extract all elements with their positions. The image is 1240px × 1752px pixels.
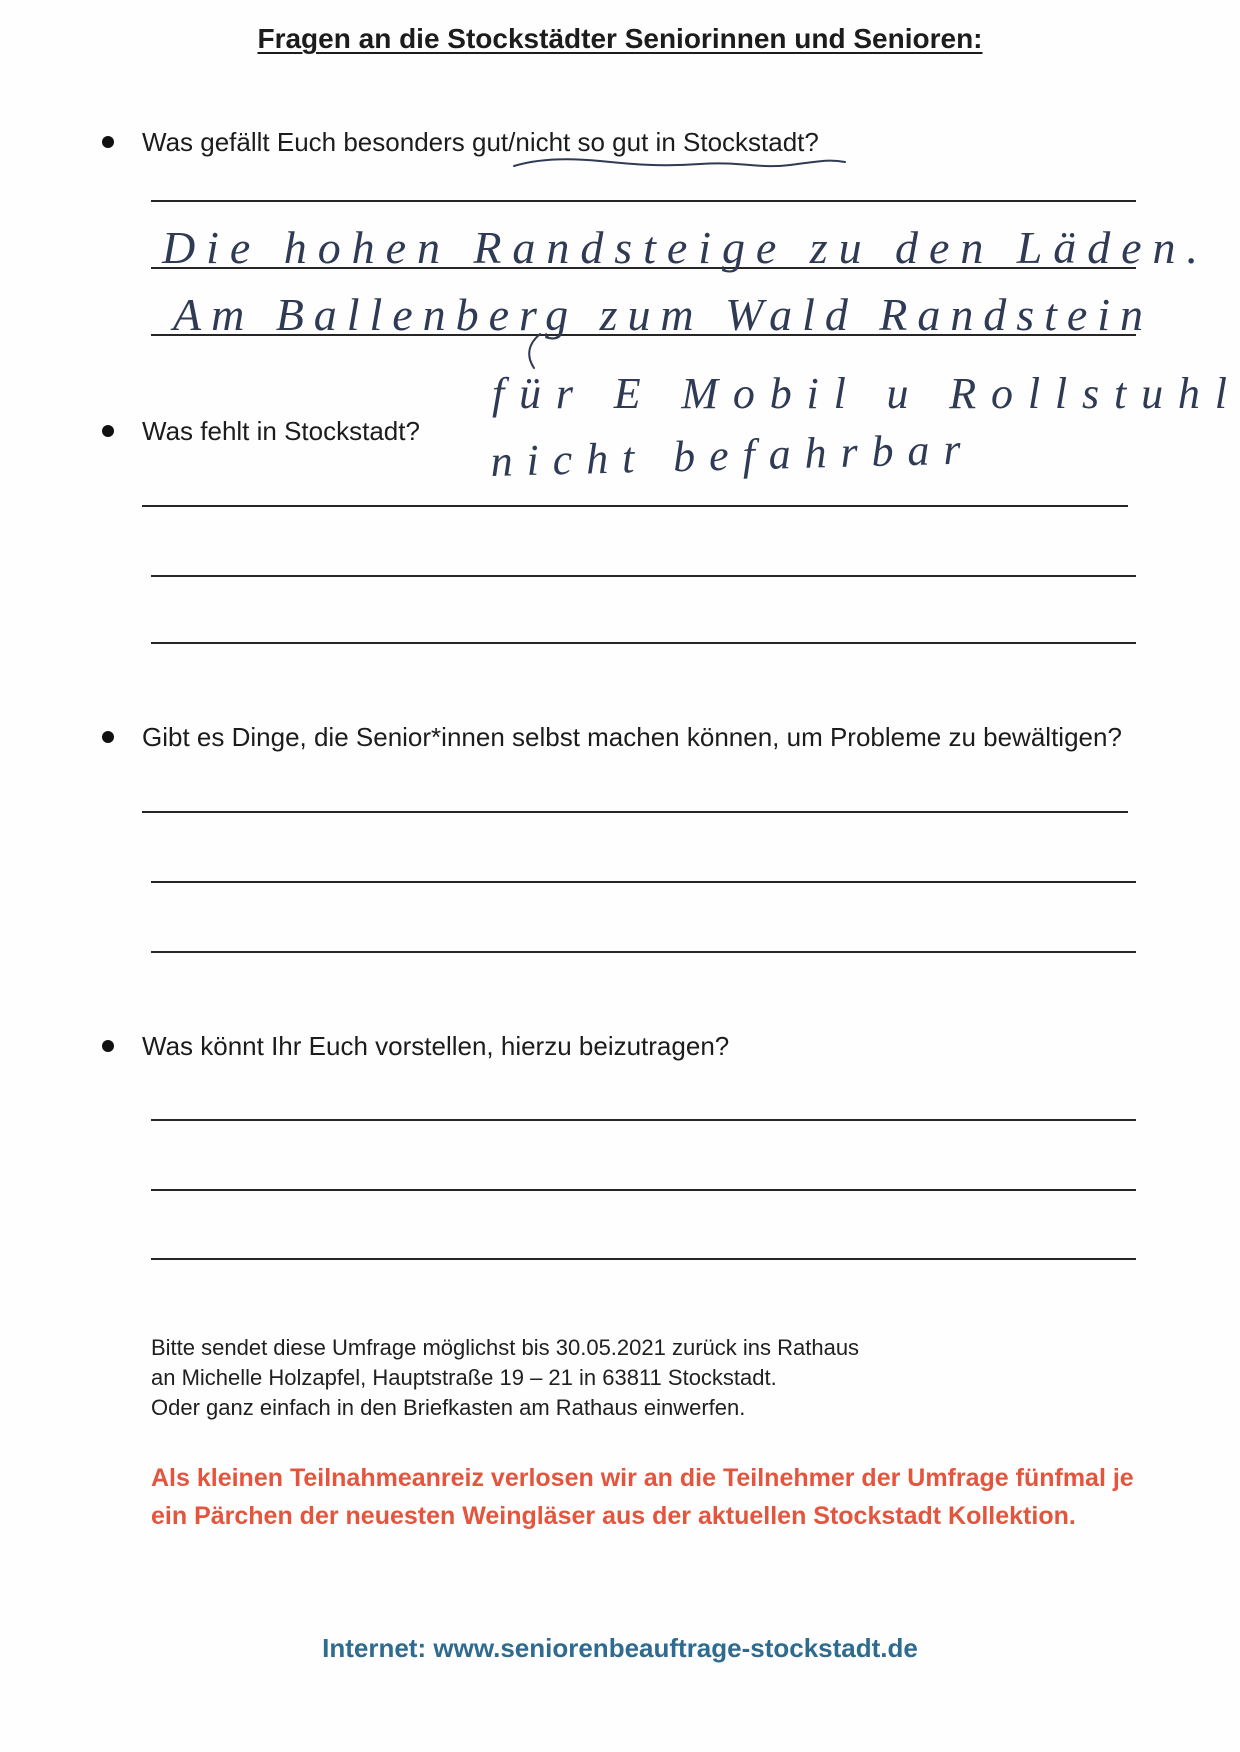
question-1-text: Was gefällt Euch besonders gut/nicht so gut in Stockstadt? (142, 127, 819, 157)
prize-notice (151, 1459, 1134, 1535)
internet-label: Internet: (322, 1633, 427, 1663)
handwritten-answer-line: nicht befahrbar (489, 424, 962, 486)
bullet-icon (102, 1040, 114, 1052)
prize-notice-line: Als kleinen Teilnahmeanreiz verlosen wir an die Teilnehmer der Umfrage fünfmal je (151, 1464, 1134, 1492)
instructions-line: Bitte sendet diese Umfrage möglichst bis 30.05.2021 zurück ins Rathaus (151, 1335, 860, 1360)
answer-line (151, 951, 1136, 953)
instructions-line: an Michelle Holzapfel, Hauptstraße 19 – 21 in 63811 Stockstadt. (151, 1365, 777, 1390)
question-3 (102, 721, 1122, 753)
handwritten-answer-line: Am Ballenberg zum Wald Randstein (173, 289, 1144, 340)
answer-line (151, 1258, 1136, 1260)
instructions-line: Oder ganz einfach in den Briefkasten am Rathaus einwerfen. (151, 1395, 746, 1420)
question-1 (102, 126, 819, 158)
answer-line (151, 334, 1136, 336)
squiggle-underline (514, 159, 845, 166)
return-instructions (151, 1333, 859, 1423)
answer-line (151, 642, 1136, 644)
bullet-icon (102, 731, 114, 743)
website-url: www.seniorenbeauftrage-stockstadt.de (433, 1633, 918, 1663)
answer-line (142, 505, 1128, 507)
answer-line (142, 811, 1128, 813)
question-4-text: Was könnt Ihr Euch vorstellen, hierzu beizutragen? (142, 1031, 730, 1061)
prize-notice-line: ein Pärchen der neuesten Weingläser aus der aktuellen Stockstadt Kollektion. (151, 1502, 1076, 1530)
answer-line (151, 575, 1136, 577)
bullet-icon (102, 136, 114, 148)
handwritten-answer-line: Die hohen Randsteige zu den Läden. (162, 222, 1198, 273)
handwritten-answer-line: für E Mobil u Rollstuhl (492, 369, 1227, 418)
internet-footer (0, 1633, 1240, 1663)
answer-line (151, 1119, 1136, 1121)
bullet-icon (102, 425, 114, 437)
answer-line (151, 200, 1136, 202)
pen-stroke (529, 334, 540, 368)
page-title: Fragen an die Stockstädter Seniorinnen und Senioren: (257, 23, 983, 54)
answer-line (151, 267, 1136, 269)
question-2-text: Was fehlt in Stockstadt? (142, 416, 420, 446)
question-2 (102, 415, 420, 447)
answer-line (151, 881, 1136, 883)
question-3-text: Gibt es Dinge, die Senior*innen selbst machen können, um Probleme zu bewältigen? (142, 722, 1122, 752)
answer-line (151, 1189, 1136, 1191)
question-4 (102, 1030, 729, 1062)
